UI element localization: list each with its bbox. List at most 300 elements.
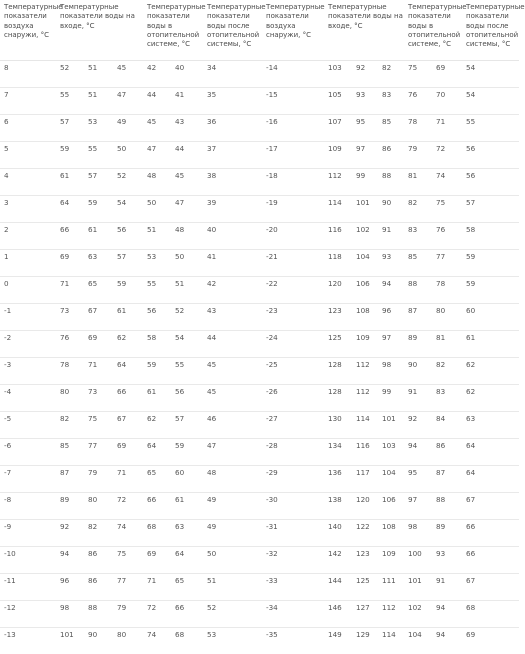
table-cell: 49 xyxy=(203,492,262,519)
table-cell: 59 xyxy=(143,357,171,384)
table-cell: 86 xyxy=(84,546,113,573)
table-cell: 37 xyxy=(203,141,262,168)
table-cell: 83 xyxy=(432,384,462,411)
table-row xyxy=(0,168,262,195)
table-row xyxy=(262,87,519,114)
table-cell: 146 xyxy=(324,600,352,627)
table-cell: 89 xyxy=(404,330,432,357)
table-row xyxy=(262,411,519,438)
table-row xyxy=(0,87,262,114)
table-cell: 67 xyxy=(113,411,143,438)
table-cell: 66 xyxy=(113,384,143,411)
table-cell: 44 xyxy=(171,141,203,168)
table-cell: 47 xyxy=(203,438,262,465)
table-cell: 99 xyxy=(378,384,404,411)
table-cell: 100 xyxy=(404,546,432,573)
temperature-table-right xyxy=(262,0,525,654)
table-cell: 62 xyxy=(113,330,143,357)
table-row xyxy=(262,141,519,168)
table-cell: 79 xyxy=(84,465,113,492)
table-row xyxy=(0,330,262,357)
table-row xyxy=(262,465,519,492)
table-cell: 48 xyxy=(143,168,171,195)
table-cell: 51 xyxy=(203,573,262,600)
table-cell: 54 xyxy=(113,195,143,222)
outdoor-temp-cell: -34 xyxy=(262,600,324,627)
table-cell: 64 xyxy=(171,546,203,573)
table-cell: 101 xyxy=(404,573,432,600)
outdoor-temp-cell: -35 xyxy=(266,629,278,639)
table-cell: 91 xyxy=(404,384,432,411)
table-cell: 64 xyxy=(56,195,84,222)
table-cell: 44 xyxy=(203,330,262,357)
table-cell: 97 xyxy=(404,492,432,519)
table-cell: 111 xyxy=(378,573,404,600)
table-cell: 66 xyxy=(171,600,203,627)
outdoor-temp-cell: -6 xyxy=(0,438,56,465)
table-cell: 80 xyxy=(117,629,127,639)
table-cell: 103 xyxy=(378,438,404,465)
table-row xyxy=(262,249,519,276)
table-cell: 67 xyxy=(84,303,113,330)
table-row xyxy=(262,357,519,384)
table-cell: 64 xyxy=(462,438,519,465)
table-cell: 62 xyxy=(462,384,519,411)
table-row xyxy=(262,384,519,411)
table-cell: 46 xyxy=(203,411,262,438)
table-cell: 86 xyxy=(378,141,404,168)
table-cell: 88 xyxy=(404,276,432,303)
table-row xyxy=(0,384,262,411)
table-cell: 65 xyxy=(143,465,171,492)
table-cell: 82 xyxy=(378,60,404,87)
table-row xyxy=(0,411,262,438)
table-row xyxy=(262,168,519,195)
outdoor-temp-cell: -16 xyxy=(262,114,324,141)
table-cell: 90 xyxy=(88,629,98,639)
table-header-row xyxy=(0,0,262,60)
table-cell: 69 xyxy=(56,249,84,276)
outdoor-temp-cell: 1 xyxy=(0,249,56,276)
table-cell: 44 xyxy=(143,87,171,114)
table-cell: 88 xyxy=(432,492,462,519)
table-cell: 61 xyxy=(171,492,203,519)
table-row xyxy=(262,195,519,222)
header-heating-temp: Температурные показатели воды в отопительной системе, °С xyxy=(143,0,203,60)
table-cell: 75 xyxy=(84,411,113,438)
outdoor-temp-cell: -7 xyxy=(0,465,56,492)
table-cell: 72 xyxy=(432,141,462,168)
table-cell: 57 xyxy=(462,195,519,222)
table-cell: 57 xyxy=(113,249,143,276)
table-cell: 130 xyxy=(324,411,352,438)
table-cell: 63 xyxy=(171,519,203,546)
table-cell: 98 xyxy=(404,519,432,546)
header-outdoor-temp: Температурные показатели воздуха снаружи, °С xyxy=(0,0,56,60)
outdoor-temp-cell: -22 xyxy=(262,276,324,303)
table-cell: 76 xyxy=(404,87,432,114)
table-cell: 75 xyxy=(432,195,462,222)
outdoor-temp-cell: -25 xyxy=(262,357,324,384)
table-row xyxy=(262,276,519,303)
table-cell: 108 xyxy=(352,303,378,330)
table-row xyxy=(262,303,519,330)
table-row xyxy=(0,60,262,87)
table-cell: 75 xyxy=(113,546,143,573)
table-cell: 98 xyxy=(56,600,84,627)
table-cell: 64 xyxy=(143,438,171,465)
table-cell: 47 xyxy=(171,195,203,222)
table-cell: 63 xyxy=(462,411,519,438)
outdoor-temp-cell: -23 xyxy=(262,303,324,330)
table-row xyxy=(0,600,262,627)
table-cell: 96 xyxy=(378,303,404,330)
table-cell: 56 xyxy=(113,222,143,249)
table-cell: 66 xyxy=(462,519,519,546)
table-cell: 54 xyxy=(171,330,203,357)
table-cell: 109 xyxy=(324,141,352,168)
table-cell: 123 xyxy=(352,546,378,573)
table-cell: 125 xyxy=(324,330,352,357)
outdoor-temp-cell: -29 xyxy=(262,465,324,492)
table-row xyxy=(0,519,262,546)
table-cell: 144 xyxy=(324,573,352,600)
table-cell: 45 xyxy=(203,384,262,411)
table-cell: 71 xyxy=(143,573,171,600)
table-header-row xyxy=(262,0,519,60)
table-cell: 56 xyxy=(171,384,203,411)
table-cell: 56 xyxy=(143,303,171,330)
table-row xyxy=(0,249,262,276)
table-cell: 66 xyxy=(56,222,84,249)
table-cell: 82 xyxy=(56,411,84,438)
table-cell: 91 xyxy=(432,573,462,600)
outdoor-temp-cell: 8 xyxy=(0,60,56,87)
table-cell: 83 xyxy=(378,87,404,114)
table-cell: 77 xyxy=(113,573,143,600)
table-cell: 70 xyxy=(432,87,462,114)
table-row xyxy=(262,492,519,519)
outdoor-temp-cell: -24 xyxy=(262,330,324,357)
outdoor-temp-cell: -17 xyxy=(262,141,324,168)
outdoor-temp-cell: -15 xyxy=(262,87,324,114)
outdoor-temp-cell: -30 xyxy=(262,492,324,519)
table-cell: 108 xyxy=(378,519,404,546)
table-cell: 58 xyxy=(462,222,519,249)
outdoor-temp-cell: 4 xyxy=(0,168,56,195)
table-cell: 49 xyxy=(203,519,262,546)
table-cell: 58 xyxy=(143,330,171,357)
table-cell: 51 xyxy=(84,87,113,114)
header-inlet-temp: Температурные показатели воды на входе, °С xyxy=(56,0,143,60)
table-row xyxy=(262,438,519,465)
table-cell: 85 xyxy=(56,438,84,465)
table-cell: 48 xyxy=(203,465,262,492)
outdoor-temp-cell: -13 xyxy=(4,629,16,639)
table-cell: 59 xyxy=(462,276,519,303)
table-cell: 101 xyxy=(60,629,74,639)
table-cell: 90 xyxy=(378,195,404,222)
table-row xyxy=(0,546,262,573)
table-cell: 136 xyxy=(324,465,352,492)
table-body xyxy=(0,60,262,654)
outdoor-temp-cell: -8 xyxy=(0,492,56,519)
table-cell: 128 xyxy=(324,357,352,384)
table-row xyxy=(262,546,519,573)
table-cell: 42 xyxy=(203,276,262,303)
table-cell: 95 xyxy=(352,114,378,141)
table-cell: 73 xyxy=(56,303,84,330)
table-cell: 92 xyxy=(56,519,84,546)
table-row xyxy=(262,60,519,87)
table-cell: 61 xyxy=(113,303,143,330)
outdoor-temp-cell: 0 xyxy=(0,276,56,303)
table-cell: 116 xyxy=(324,222,352,249)
table-cell: 53 xyxy=(207,629,217,639)
outdoor-temp-cell: 2 xyxy=(0,222,56,249)
table-cell: 122 xyxy=(352,519,378,546)
table-cell: 60 xyxy=(171,465,203,492)
outdoor-temp-cell: -14 xyxy=(262,60,324,87)
table-cell: 40 xyxy=(171,60,203,87)
outdoor-temp-cell: -12 xyxy=(0,600,56,627)
table-cell: 102 xyxy=(352,222,378,249)
table-cell: 85 xyxy=(404,249,432,276)
header-outdoor-temp: Температурные показатели воздуха снаружи, °С xyxy=(262,0,324,60)
table-cell: 105 xyxy=(324,87,352,114)
table-cell: 118 xyxy=(324,249,352,276)
table-cell: 101 xyxy=(378,411,404,438)
outdoor-temp-cell: 6 xyxy=(0,114,56,141)
table-cell: 149 xyxy=(328,629,342,639)
outdoor-temp-cell: -11 xyxy=(0,573,56,600)
table-cell: 74 xyxy=(147,629,157,639)
table-cell: 36 xyxy=(203,114,262,141)
table-cell: 112 xyxy=(352,384,378,411)
table-cell: 55 xyxy=(56,87,84,114)
table-cell: 49 xyxy=(113,114,143,141)
table-row xyxy=(0,573,262,600)
table-cell: 66 xyxy=(143,492,171,519)
table-cell: 104 xyxy=(408,629,422,639)
table-cell: 92 xyxy=(352,60,378,87)
outdoor-temp-cell: -3 xyxy=(0,357,56,384)
table-cell: 138 xyxy=(324,492,352,519)
table-cell: 117 xyxy=(352,465,378,492)
table-cell: 76 xyxy=(432,222,462,249)
table-cell: 47 xyxy=(113,87,143,114)
table-row xyxy=(0,627,262,654)
table-cell: 125 xyxy=(352,573,378,600)
table-cell: 55 xyxy=(143,276,171,303)
table-cell: 112 xyxy=(324,168,352,195)
table-cell: 74 xyxy=(432,168,462,195)
table-row xyxy=(0,438,262,465)
table-cell: 43 xyxy=(171,114,203,141)
table-cell: 65 xyxy=(171,573,203,600)
table-cell: 71 xyxy=(84,357,113,384)
table-cell: 61 xyxy=(84,222,113,249)
table-cell: 66 xyxy=(462,546,519,573)
outdoor-temp-cell: -20 xyxy=(262,222,324,249)
table-cell: 59 xyxy=(56,141,84,168)
table-cell: 89 xyxy=(432,519,462,546)
table-cell: 116 xyxy=(352,438,378,465)
table-cell: 52 xyxy=(113,168,143,195)
outdoor-temp-cell: -2 xyxy=(0,330,56,357)
table-cell: 140 xyxy=(324,519,352,546)
table-cell: 109 xyxy=(352,330,378,357)
table-cell: 107 xyxy=(324,114,352,141)
table-cell: 48 xyxy=(171,222,203,249)
table-cell: 82 xyxy=(404,195,432,222)
outdoor-temp-cell: -32 xyxy=(262,546,324,573)
table-cell: 52 xyxy=(171,303,203,330)
outdoor-temp-cell: -33 xyxy=(262,573,324,600)
table-cell: 88 xyxy=(84,600,113,627)
table-cell: 50 xyxy=(171,249,203,276)
outdoor-temp-cell: 5 xyxy=(0,141,56,168)
table-cell: 80 xyxy=(84,492,113,519)
table-cell: 61 xyxy=(56,168,84,195)
table-cell: 55 xyxy=(462,114,519,141)
table-row xyxy=(0,303,262,330)
table-cell: 76 xyxy=(56,330,84,357)
table-cell: 69 xyxy=(432,60,462,87)
table-cell: 83 xyxy=(404,222,432,249)
table-row xyxy=(262,600,519,627)
table-cell: 72 xyxy=(143,600,171,627)
table-cell: 57 xyxy=(84,168,113,195)
table-cell: 94 xyxy=(404,438,432,465)
table-row xyxy=(0,492,262,519)
outdoor-temp-cell: -28 xyxy=(262,438,324,465)
table-cell: 59 xyxy=(171,438,203,465)
table-cell: 56 xyxy=(462,168,519,195)
table-cell: 114 xyxy=(324,195,352,222)
table-cell: 89 xyxy=(56,492,84,519)
table-cell: 95 xyxy=(404,465,432,492)
table-cell: 74 xyxy=(113,519,143,546)
table-cell: 82 xyxy=(432,357,462,384)
table-cell: 129 xyxy=(356,629,370,639)
table-row xyxy=(262,519,519,546)
table-cell: 80 xyxy=(56,384,84,411)
table-cell: 61 xyxy=(462,330,519,357)
table-row xyxy=(0,222,262,249)
table-cell: 112 xyxy=(352,357,378,384)
table-cell: 94 xyxy=(436,629,446,639)
outdoor-temp-cell: -26 xyxy=(262,384,324,411)
table-cell: 87 xyxy=(432,465,462,492)
table-cell: 38 xyxy=(203,168,262,195)
table-cell: 93 xyxy=(378,249,404,276)
table-cell: 75 xyxy=(404,60,432,87)
table-cell: 109 xyxy=(378,546,404,573)
table-cell: 94 xyxy=(432,600,462,627)
outdoor-temp-cell: -5 xyxy=(0,411,56,438)
table-cell: 93 xyxy=(432,546,462,573)
table-cell: 69 xyxy=(143,546,171,573)
table-cell: 43 xyxy=(203,303,262,330)
table-cell: 45 xyxy=(143,114,171,141)
table-cell: 68 xyxy=(462,600,519,627)
table-cell: 92 xyxy=(404,411,432,438)
table-cell: 86 xyxy=(432,438,462,465)
table-cell: 99 xyxy=(352,168,378,195)
table-cell: 98 xyxy=(378,357,404,384)
table-cell: 97 xyxy=(378,330,404,357)
outdoor-temp-cell: 3 xyxy=(0,195,56,222)
table-cell: 59 xyxy=(462,249,519,276)
table-cell: 64 xyxy=(113,357,143,384)
outdoor-temp-cell: -31 xyxy=(262,519,324,546)
table-cell: 94 xyxy=(378,276,404,303)
outdoor-temp-cell: -27 xyxy=(262,411,324,438)
outdoor-temp-cell: 7 xyxy=(0,87,56,114)
table-cell: 41 xyxy=(171,87,203,114)
table-cell: 59 xyxy=(113,276,143,303)
table-cell: 77 xyxy=(84,438,113,465)
table-cell: 88 xyxy=(378,168,404,195)
table-cell: 106 xyxy=(378,492,404,519)
table-cell: 51 xyxy=(143,222,171,249)
outdoor-temp-cell: -18 xyxy=(262,168,324,195)
table-row xyxy=(262,627,519,654)
header-inlet-temp: Температурные показатели воды на входе, °С xyxy=(324,0,404,60)
table-cell: 55 xyxy=(84,141,113,168)
table-cell: 57 xyxy=(56,114,84,141)
table-cell: 91 xyxy=(378,222,404,249)
table-cell: 90 xyxy=(404,357,432,384)
table-cell: 59 xyxy=(84,195,113,222)
table-cell: 42 xyxy=(143,60,171,87)
table-cell: 45 xyxy=(203,357,262,384)
table-cell: 63 xyxy=(84,249,113,276)
table-cell: 41 xyxy=(203,249,262,276)
table-cell: 51 xyxy=(171,276,203,303)
table-cell: 71 xyxy=(432,114,462,141)
table-cell: 39 xyxy=(203,195,262,222)
outdoor-temp-cell: -10 xyxy=(0,546,56,573)
table-cell: 57 xyxy=(171,411,203,438)
table-cell: 67 xyxy=(462,573,519,600)
table-cell: 64 xyxy=(462,465,519,492)
table-cell: 51 xyxy=(84,60,113,87)
table-cell: 114 xyxy=(382,629,396,639)
table-cell: 87 xyxy=(404,303,432,330)
outdoor-temp-cell: -9 xyxy=(0,519,56,546)
table-cell: 72 xyxy=(113,492,143,519)
table-cell: 71 xyxy=(56,276,84,303)
table-cell: 69 xyxy=(84,330,113,357)
table-cell: 55 xyxy=(171,357,203,384)
table-cell: 142 xyxy=(324,546,352,573)
table-cell: 67 xyxy=(462,492,519,519)
table-cell: 52 xyxy=(56,60,84,87)
table-cell: 79 xyxy=(113,600,143,627)
table-cell: 114 xyxy=(352,411,378,438)
table-cell: 78 xyxy=(404,114,432,141)
table-cell: 34 xyxy=(203,60,262,87)
table-row xyxy=(0,114,262,141)
table-cell: 86 xyxy=(84,573,113,600)
table-row xyxy=(0,465,262,492)
table-cell: 50 xyxy=(113,141,143,168)
outdoor-temp-cell: -21 xyxy=(262,249,324,276)
header-after-temp: Температурные показатели воды после отопительной системы, °С xyxy=(203,0,262,60)
table-row xyxy=(0,276,262,303)
